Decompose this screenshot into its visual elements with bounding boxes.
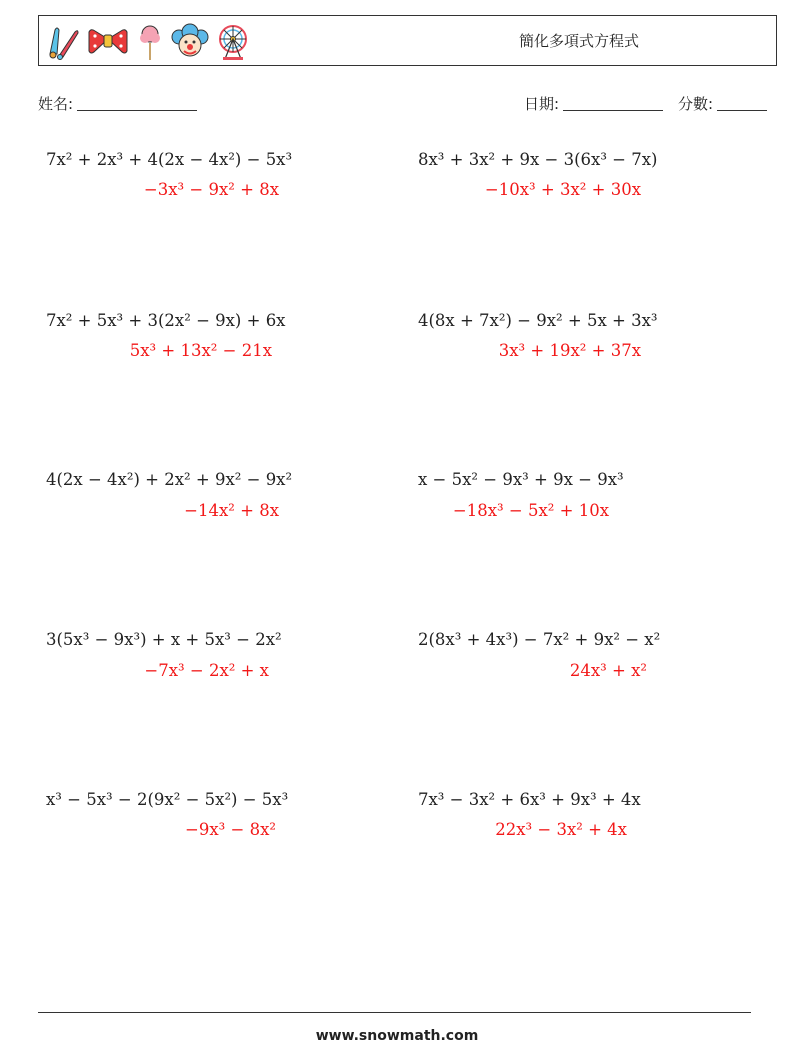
answer-6: −18x³ − 5x² + 10x <box>452 501 609 520</box>
problem-1: 7x² + 2x³ + 4(2x − 4x²) − 5x³ <box>46 150 293 169</box>
problem-3: 7x² + 5x³ + 3(2x² − 9x) + 6x <box>46 311 286 330</box>
cotton-candy-icon <box>135 23 165 61</box>
ferris-wheel-icon <box>215 23 251 61</box>
footer-divider <box>38 1012 751 1013</box>
date-blank[interactable] <box>563 95 663 111</box>
footer-website[interactable]: www.snowmath.com <box>315 1028 479 1044</box>
answer-7: −7x³ − 2x² + x <box>144 661 269 680</box>
answer-10: 22x³ − 3x² + 4x <box>495 820 627 839</box>
answer-9: −9x³ − 8x² <box>185 820 276 839</box>
problem-2: 8x³ + 3x² + 9x − 3(6x³ − 7x) <box>418 150 658 169</box>
problem-8: 2(8x³ + 4x³) − 7x² + 9x² − x² <box>418 630 661 649</box>
answer-1: −3x³ − 9x² + 8x <box>143 180 279 199</box>
bow-tie-icon <box>87 24 129 60</box>
problem-6: x − 5x² − 9x³ + 9x − 9x³ <box>418 470 624 489</box>
score-field[interactable] <box>678 93 767 114</box>
answer-2: −10x³ + 3x² + 30x <box>484 180 641 199</box>
name-field[interactable] <box>38 93 197 114</box>
header-icons <box>45 22 251 62</box>
problem-5: 4(2x − 4x²) + 2x² + 9x² − 9x² <box>46 470 293 489</box>
juggling-club-icon <box>45 24 81 60</box>
score-blank[interactable] <box>717 95 767 111</box>
name-label: 姓名: <box>38 95 74 113</box>
problem-9: x³ − 5x³ − 2(9x² − 5x²) − 5x³ <box>46 790 289 809</box>
answer-4: 3x³ + 19x² + 37x <box>498 341 641 360</box>
name-blank[interactable] <box>77 95 197 111</box>
worksheet-header <box>38 15 777 66</box>
date-field[interactable] <box>524 93 663 114</box>
problem-4: 4(8x + 7x²) − 9x² + 5x + 3x³ <box>418 311 658 330</box>
problem-7: 3(5x³ − 9x³) + x + 5x³ − 2x² <box>46 630 282 649</box>
worksheet-title: 簡化多項式方程式 <box>519 32 640 50</box>
clown-icon <box>171 23 209 61</box>
answer-3: 5x³ + 13x² − 21x <box>129 341 272 360</box>
date-label: 日期: <box>524 95 560 113</box>
problem-10: 7x³ − 3x² + 6x³ + 9x³ + 4x <box>418 790 641 809</box>
answer-5: −14x² + 8x <box>184 501 279 520</box>
answer-8: 24x³ + x² <box>569 661 647 680</box>
score-label: 分數: <box>678 95 714 113</box>
